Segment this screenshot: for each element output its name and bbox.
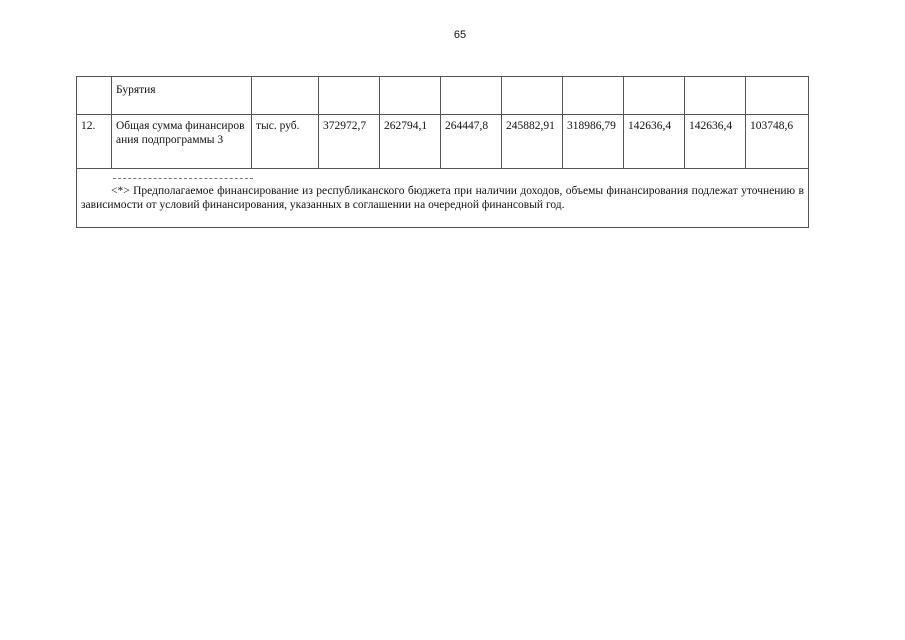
unit-cell — [252, 77, 319, 115]
row-index-cell — [77, 77, 112, 115]
value-cell: 142636,4 — [685, 115, 746, 169]
value-cell: 372972,7 — [319, 115, 380, 169]
value-cell: 318986,79 — [563, 115, 624, 169]
value-cell — [502, 77, 563, 115]
financing-table — [76, 76, 809, 228]
footnote-row — [77, 169, 809, 228]
footnote-rule — [113, 178, 253, 179]
table-row — [77, 115, 809, 169]
value-cell — [685, 77, 746, 115]
footnote-cell — [77, 169, 809, 228]
value-cell: 264447,8 — [441, 115, 502, 169]
value-cell — [746, 77, 809, 115]
footnote-text: <*> Предполагаемое финансирование из республиканского бюджета при наличии доходов, объемы финансирования подлежат уточнению в зависимости от условий финансирования, указанных в соглашении на очередной финансовый год. — [81, 185, 804, 211]
table-row — [77, 77, 809, 115]
value-cell: 142636,4 — [624, 115, 685, 169]
value-cell — [380, 77, 441, 115]
unit-cell: тыс. руб. — [252, 115, 319, 169]
row-label-cell: Общая сумма финансирования подпрограммы 3 — [112, 115, 252, 169]
row-index-cell: 12. — [77, 115, 112, 169]
value-cell: 262794,1 — [380, 115, 441, 169]
value-cell — [319, 77, 380, 115]
value-cell: 103748,6 — [746, 115, 809, 169]
value-cell — [624, 77, 685, 115]
value-cell — [441, 77, 502, 115]
page-number: 65 — [453, 29, 467, 41]
row-label-cell: Бурятия — [112, 77, 252, 115]
value-cell: 245882,91 — [502, 115, 563, 169]
value-cell — [563, 77, 624, 115]
